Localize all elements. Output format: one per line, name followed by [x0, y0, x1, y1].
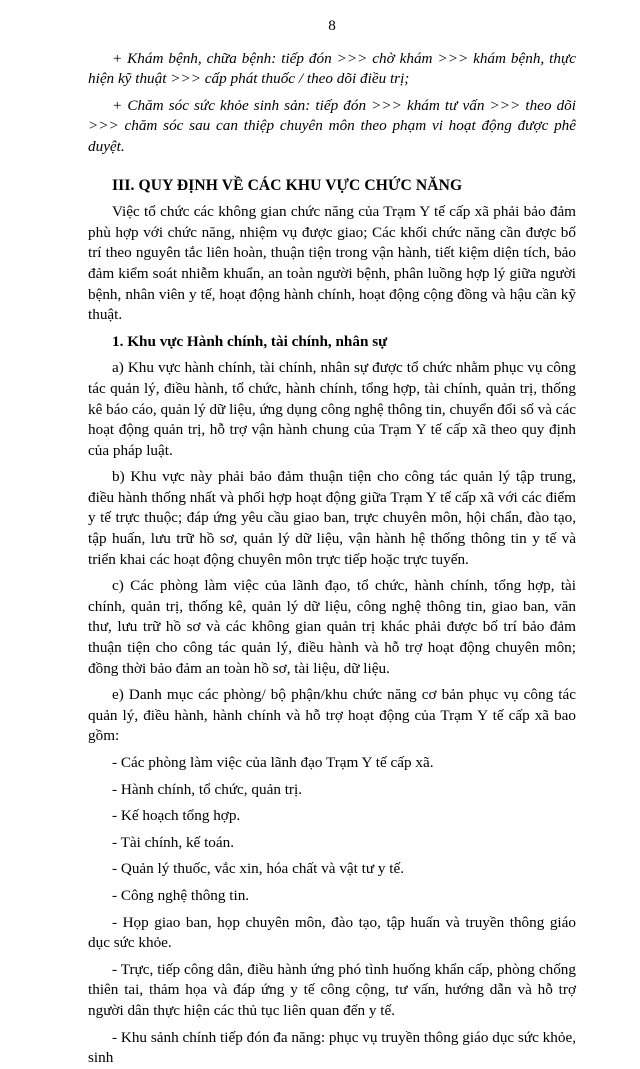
list-item: - Công nghệ thông tin. [112, 886, 250, 904]
list-item: - Trực, tiếp công dân, điều hành ứng phó tình huống khẩn cấp, phòng chống thiên tai, thảm họa và đáp ứng y tế công cộng, tư vấn, hướng dẫn và hỗ trợ người dân thực hiện các thủ tục liên quan đến y tế. [88, 960, 576, 1019]
paragraph-b: b) Khu vực này phải bảo đảm thuận tiện cho công tác quản lý tập trung, điều hành thống nhất và phối hợp hoạt động giữa Trạm Y tế cấp xã với các điểm y tế trực thuộc; đáp ứng yêu cầu giao ban, trực chuyên môn, hội chẩn, đào tạo, tập huấn, lưu trữ hồ sơ, quản lý dữ liệu, vận hành hệ thống thông tin y tế và triển khai các hoạt động chuyên môn trực tiếp hoặc trực tuyến. [88, 468, 576, 568]
intro-item-reproductive: + Chăm sóc sức khỏe sinh sản: tiếp đón >>> khám tư vấn >>> theo dõi >>> chăm sóc sau can thiệp chuyên môn theo phạm vi hoạt động được phê duyệt. [88, 96, 576, 155]
intro-item-exam: + Khám bệnh, chữa bệnh: tiếp đón >>> chờ khám >>> khám bệnh, thực hiện kỹ thuật >>> cấp phát thuốc / theo dõi điều trị; [88, 49, 576, 88]
list-item: - Các phòng làm việc của lãnh đạo Trạm Y tế cấp xã. [112, 754, 434, 771]
list-item: - Khu sảnh chính tiếp đón đa năng: phục vụ truyền thông giáo dục sức khỏe, sinh [88, 1028, 576, 1067]
paragraph-c: c) Các phòng làm việc của lãnh đạo, tổ chức, hành chính, tổng hợp, tài chính, quản trị, thống kê, quản lý dữ liệu, công nghệ thông tin, giao ban, văn thư, lưu trữ hồ sơ và các không gian quản trị khác phải được bố trí bảo đảm thuận tiện cho công tác quản lý, điều hành và hỗ trợ hoạt động chuyên môn; đồng thời bảo đảm an toàn hồ sơ, tài liệu, dữ liệu. [88, 577, 576, 677]
section-heading: III. QUY ĐỊNH VỀ CÁC KHU VỰC CHỨC NĂNG [112, 176, 463, 194]
list-item: - Họp giao ban, họp chuyên môn, đào tạo, tập huấn và truyền thông giáo dục sức khỏe. [88, 913, 576, 952]
section-intro: Việc tổ chức các không gian chức năng của Trạm Y tế cấp xã phải bảo đảm phù hợp với chức năng, nhiệm vụ được giao; Các khối chức năng cần được bố trí theo nguyên tắc liên hoàn, thuận tiện trong vận hành, tiết kiệm diện tích, bảo đảm kiểm soát nhiễm khuẩn, an toàn người bệnh, phân luồng hợp lý giữa người bệnh, nhân viên y tế, hoạt động hành chính, hoạt động cộng đồng và hậu cần kỹ thuật. [88, 203, 576, 324]
list-item: - Quản lý thuốc, vắc xin, hóa chất và vật tư y tế. [112, 860, 405, 878]
subsection-heading: 1. Khu vực Hành chính, tài chính, nhân sự [112, 332, 388, 350]
paragraph-e: e) Danh mục các phòng/ bộ phận/khu chức năng cơ bản phục vụ công tác quản lý, điều hành, hành chính và hỗ trợ hoạt động của Trạm Y tế cấp xã bao gồm: [88, 686, 576, 745]
page-number: 8 [328, 17, 336, 34]
list-item: - Kế hoạch tổng hợp. [112, 807, 241, 825]
list-item: - Tài chính, kế toán. [112, 833, 235, 851]
list-item: - Hành chính, tổ chức, quản trị. [112, 780, 303, 798]
paragraph-a: a) Khu vực hành chính, tài chính, nhân sự được tổ chức nhằm phục vụ công tác quản lý, điều hành, tổ chức, hành chính, tổng hợp, tài chính, quản trị, thống kê báo cáo, quản lý dữ liệu, ứng dụng công nghệ thông tin, chuyển đổi số và các hoạt động quản trị, hỗ trợ vận hành chung của Trạm Y tế cấp xã theo quy định của pháp luật. [88, 359, 577, 459]
